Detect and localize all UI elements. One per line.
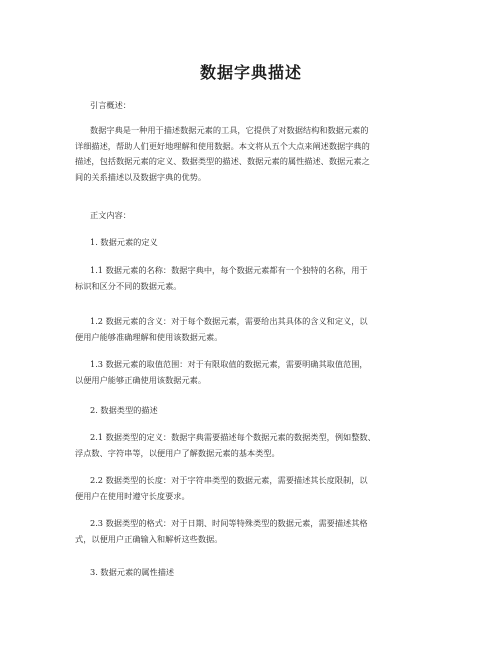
intro-heading: 引言概述： [90, 100, 131, 110]
subsection-1-3: 1.3 数据元素的取值范围：对于有限取值的数据元素，需要明确其取值范围， 以便用户能够正确使用该数据元素。 [75, 359, 368, 385]
body-heading: 正文内容： [90, 210, 131, 220]
intro-paragraph [75, 123, 435, 185]
section-heading-2: 2. 数据类型的描述 [90, 405, 158, 415]
subsection-2-1: 2.1 数据类型的定义：数据字典需要描述每个数据元素的数据类型，例如整数、 浮点数、字符串等，以便用户了解数据元素的基本类型。 [75, 432, 376, 458]
intro-line: 间的关系描述以及数据字典的优势。 [75, 171, 207, 182]
intro-line: 详细描述，帮助人们更好地理解和使用数据。本文将从五个大点来阐述数据字典的 [75, 140, 370, 151]
section-heading-1: 1. 数据元素的定义 [90, 237, 158, 247]
intro-line: 描述，包括数据元素的定义、数据类型的描述、数据元素的属性描述、数据元素之 [75, 156, 370, 166]
subsection-1-2: 1.2 数据元素的含义：对于每个数据元素，需要给出其具体的含义和定义，以 便用户能够准确理解和使用该数据元素。 [75, 316, 368, 342]
document-title: 数据字典描述 [199, 63, 302, 82]
subsection-2-2: 2.2 数据类型的长度：对于字符串类型的数据元素，需要描述其长度限制，以 便用户在使用时遵守长度要求。 [75, 475, 368, 501]
subsection-1-1: 1.1 数据元素的名称：数据字典中，每个数据元素都有一个独特的名称，用于 标识和区分不同的数据元素。 [75, 265, 368, 291]
intro-line: 数据字典是一种用于描述数据元素的工具，它提供了对数据结构和数据元素的 [90, 125, 369, 135]
section-heading-3: 3. 数据元素的属性描述 [90, 567, 175, 577]
subsection-2-3: 2.3 数据类型的格式：对于日期、时间等特殊类型的数据元素，需要描述其格 式，以便用户正确输入和解析这些数据。 [75, 518, 368, 544]
